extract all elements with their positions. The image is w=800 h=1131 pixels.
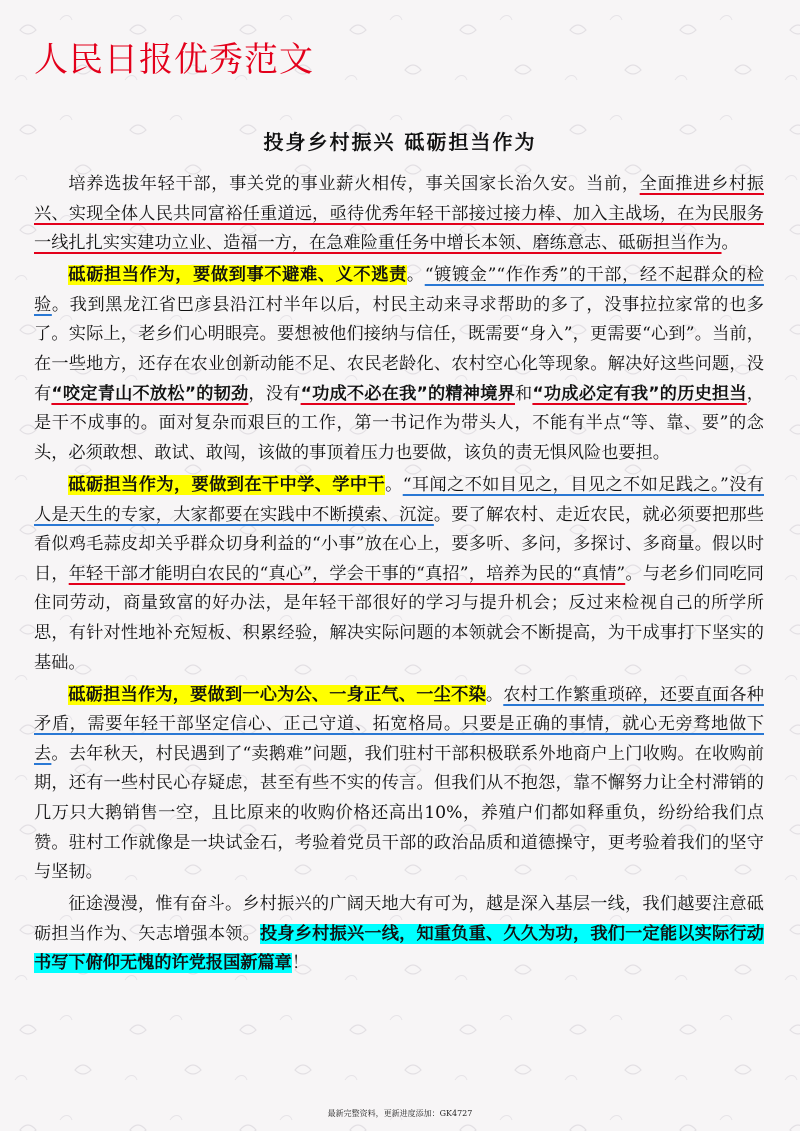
p3-underlined-red: 年轻干部才能明白农民的“真心”，学会干事的“真招”，培养为民的“真情” (68, 563, 626, 584)
p3-underlined-blue: “耳闻之不如目见之，目见之不如足践之。”没有人是天生的专家，大家都要在实践中不断摸索、沉淀 (34, 474, 764, 525)
p1-text-b: 。 (721, 233, 739, 254)
p5-text-b: ！ (291, 953, 310, 974)
p2-underlined-blue: “镀镀金”“作作秀”的干部，经不起群众的检验 (34, 265, 764, 315)
p3-text-a: 。 (385, 474, 403, 495)
p2-text-a: 。 (406, 265, 425, 286)
header-brand-label: 人民日报优秀范文 (34, 40, 314, 80)
p4-underlined-blue: 农村工作繁重琐碎，还要直面各种矛盾，需要年轻干部坚定信心、正己守道、拓宽格局。只要是正确的事情，就心无旁骛地做下去 (34, 684, 764, 764)
p5-highlight-cyan: 投身乡村振兴一线，知重负重、久久为功，我们一定能以实际行动书写下俯仰无愧的许党报国新篇章 (34, 923, 764, 974)
paragraph-4 (34, 681, 764, 888)
p2-underlined-bold-2: “功成不必在我”的精神境界 (300, 383, 515, 404)
p2-text-c: ，没有 (248, 383, 301, 404)
p2-underlined-bold-3: “功成必定有我”的历史担当 (532, 383, 747, 404)
p4-text-a: 。 (485, 684, 504, 705)
article-body (34, 170, 764, 982)
p2-underlined-bold-1: “咬定青山不放松”的韧劲 (51, 383, 249, 404)
paragraph-3 (34, 471, 764, 678)
article-title: 投身乡村振兴 砥砺担当作为 (263, 130, 537, 154)
p2-text-e: ，是干不成事的。面对复杂而艰巨的工作，第一书记作为带头人，不能有半点“等、靠、要”的念头，必须敢想、敢试、敢闯，该做的事顶着压力也要做，该负的责无惧风险也要担。 (34, 383, 764, 463)
p2-text-b: 。我到黑龙江省巴彦县沿江村半年以后，村民主动来寻求帮助的多了，没事拉拉家常的也多了。实际上，老乡们心明眼亮。要想被他们接纳与信任，既需要“身入”，更需要“心到”。当前，在一些地方，还存在农业创新动能不足、农民老龄化、农村空心化等现象。解决好这些问题，没有 (34, 294, 764, 404)
p2-text-d: 和 (515, 383, 533, 404)
p4-highlight-yellow: 砥砺担当作为，要做到一心为公、一身正气、一尘不染 (68, 684, 486, 705)
p5-text-a: 征途漫漫，惟有奋斗。乡村振兴的广阔天地大有可为，越是深入基层一线，我们越要注意砥砺担当作为、矢志增强本领。 (34, 894, 764, 944)
footer-note: 最新完整资料，更新进度添加：GK4727 (327, 1109, 473, 1118)
paragraph-1 (34, 170, 764, 259)
paragraph-2 (34, 261, 764, 468)
p3-text-c: 。与老乡们同吃同住同劳动，商量致富的好办法，是年轻干部很好的学习与提升机会；反过来检视自己的所学所思，有针对性地补充短板、积累经验，解决实际问题的本领就会不断提高，为干成事打下坚实的基础。 (34, 563, 764, 673)
p1-text-a: 培养选拔年轻干部，事关党的事业薪火相传，事关国家长治久安。当前， (68, 174, 640, 194)
p2-highlight-yellow: 砥砺担当作为，要做到事不避难、义不逃责 (68, 265, 407, 286)
paragraph-5 (34, 890, 764, 979)
p3-highlight-yellow: 砥砺担当作为，要做到在干中学、学中干 (68, 474, 386, 495)
p4-text-b: 。去年秋天，村民遇到了“卖鹅难”问题，我们驻村干部积极联系外地商户上门收购。在收购前期，还有一些村民心存疑虑，甚至有些不实的传言。但我们从不抱怨，靠不懈努力让全村滞销的几万只大鹅销售一空，且比原来的收购价格还高出10%，养殖户们都如释重负，纷纷给我们点赞。驻村工作就像是一块试金石，考验着党员干部的政治品质和道德操守，更考验着我们的坚守与坚韧。 (34, 743, 764, 883)
p3-text-b: 。要了解农村、走近农民，就必须要把那些看似鸡毛蒜皮却关乎群众切身利益的“小事”放在心上，要多听、多问，多探讨、多商量。假以时日， (34, 504, 764, 584)
p1-underlined-red: 全面推进乡村振兴、实现全体人民共同富裕任重道远，亟待优秀年轻干部接过接力棒、加入主战场，在为民服务一线扎扎实实建功立业、造福一方，在急难险重任务中增长本领、磨练意志、砥砺担当作为 (34, 174, 764, 254)
